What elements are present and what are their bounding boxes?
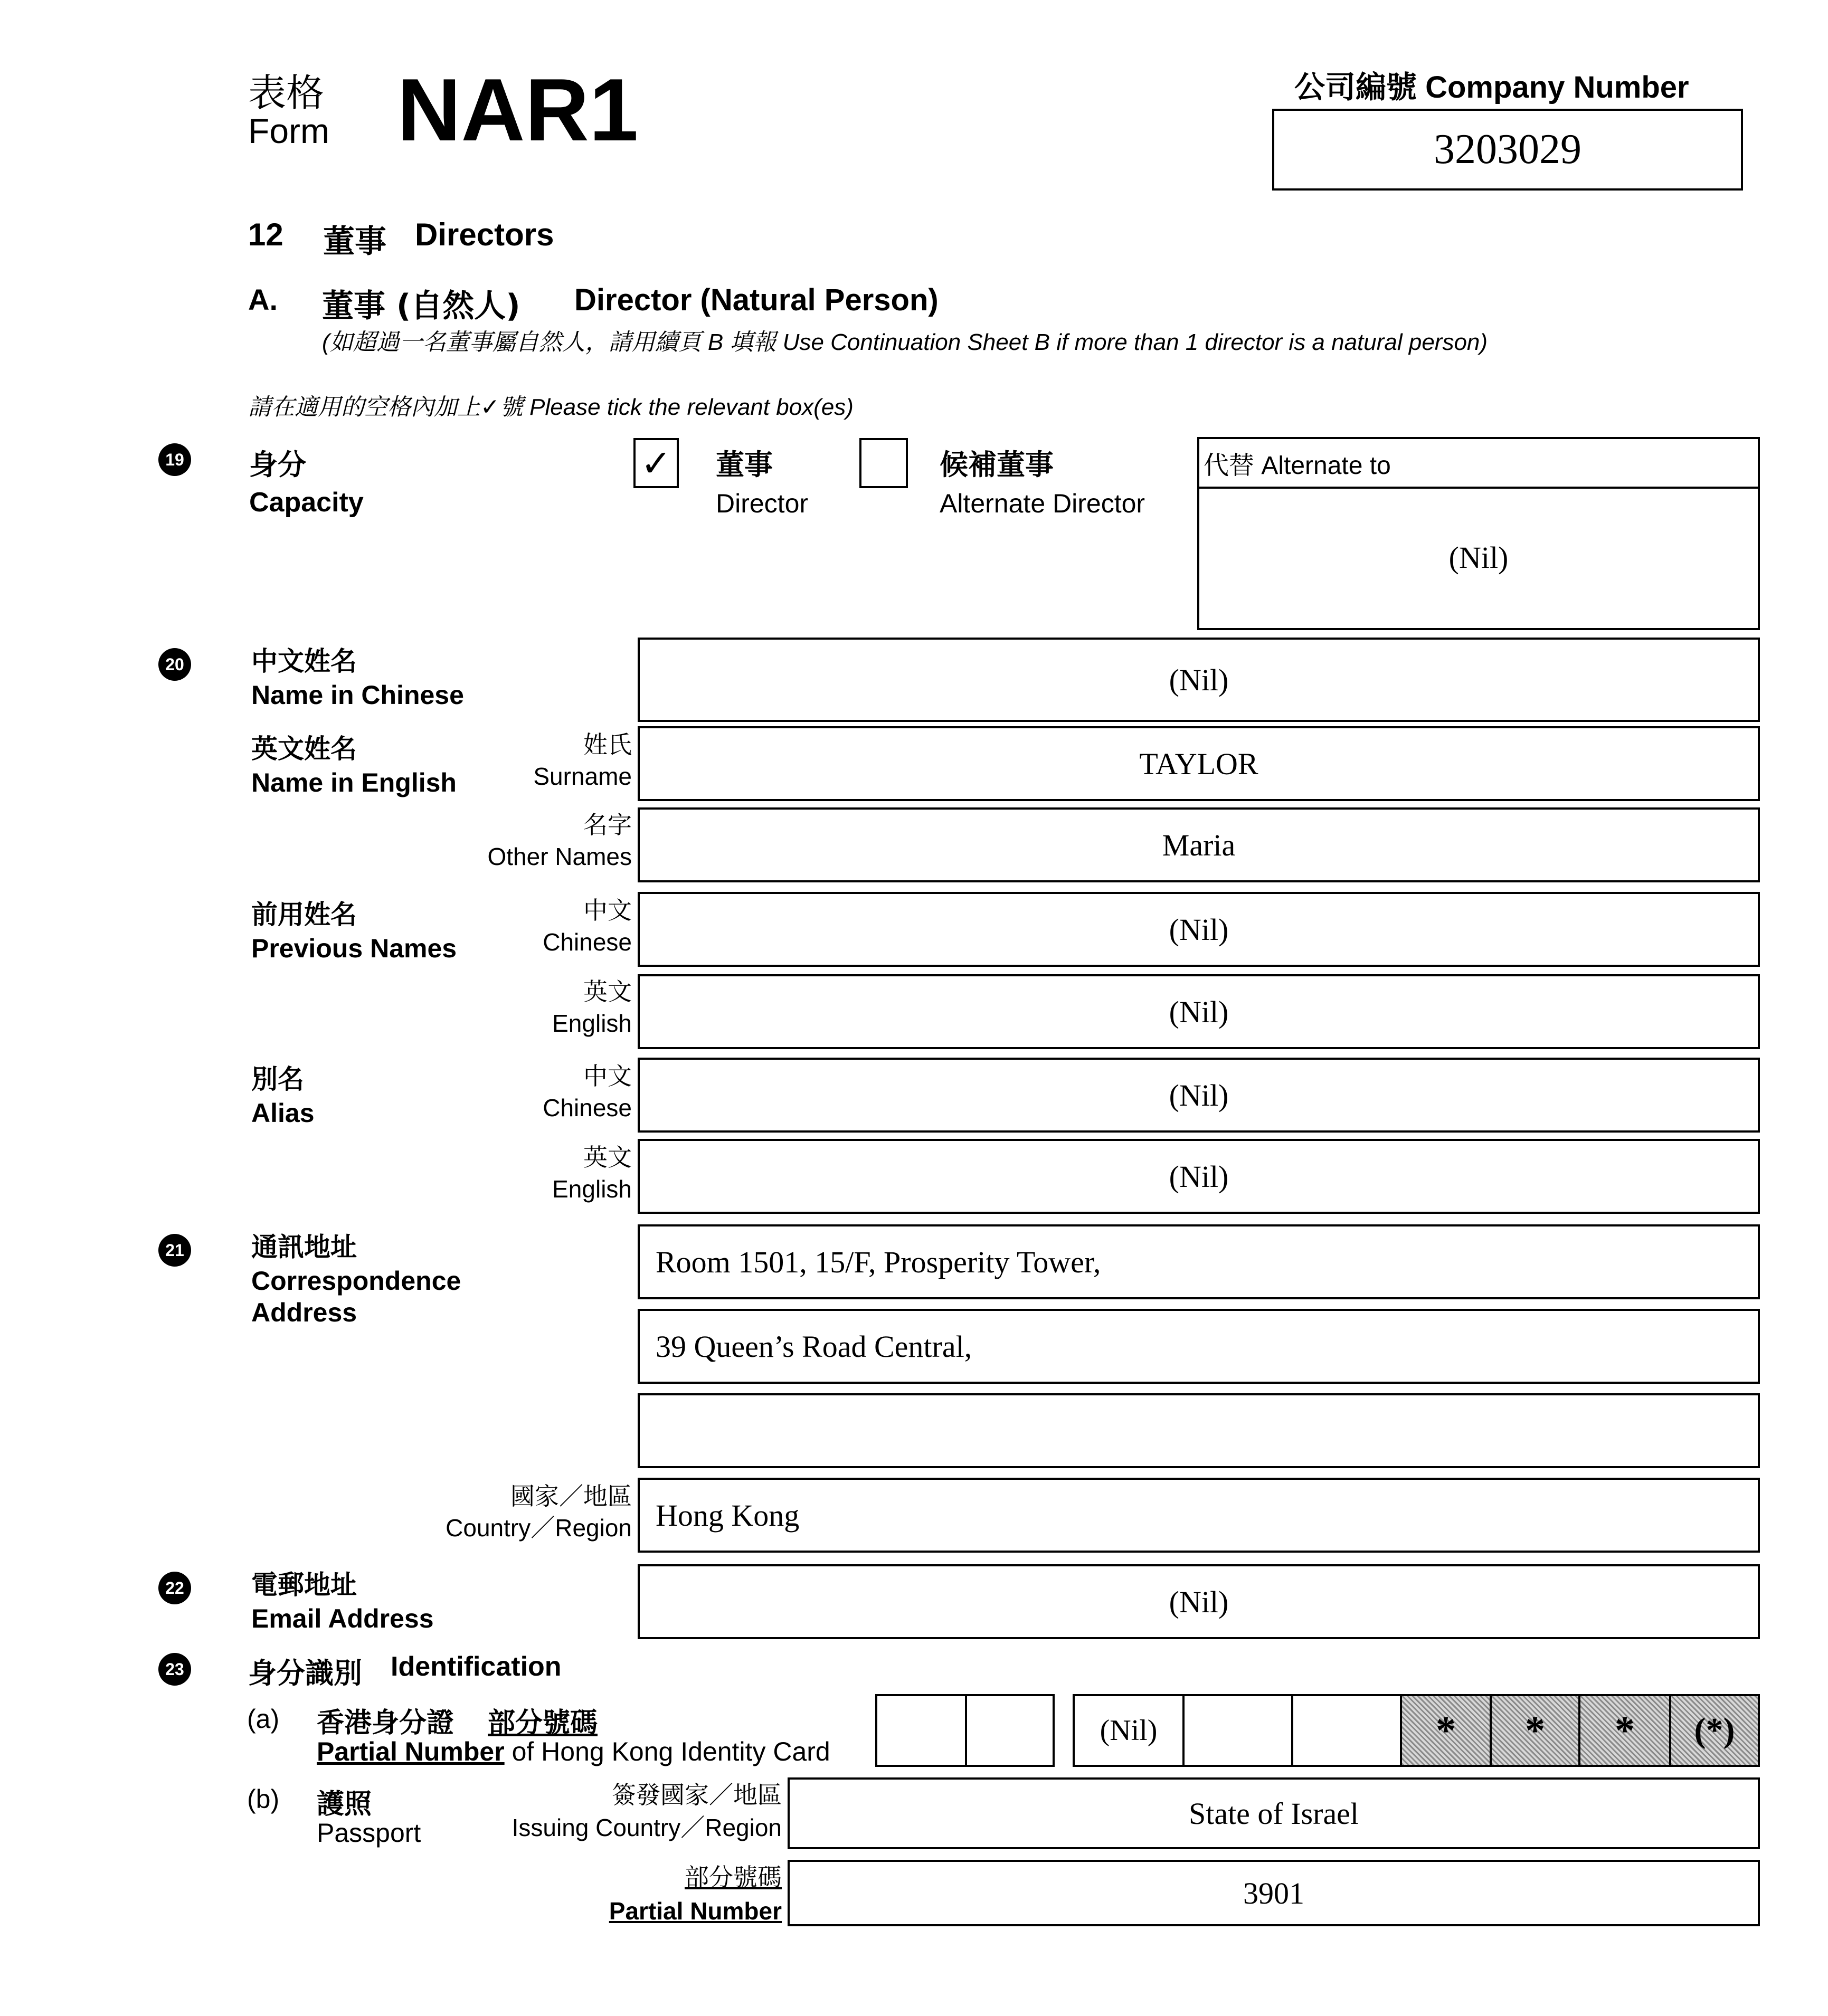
english-name-label-en: Name in English (251, 768, 457, 797)
passport-letter: (b) (247, 1784, 280, 1814)
country-field[interactable] (638, 1478, 1760, 1553)
check-mark-icon: ✓ (640, 442, 672, 484)
hkid-digit-cell-1[interactable]: (Nil) (1073, 1694, 1185, 1767)
company-number-label: 公司編號 Company Number (1294, 70, 1689, 104)
english-name-label-cn: 英文姓名 (251, 734, 357, 764)
previous-english-name-value: (Nil) (1169, 994, 1229, 1029)
company-number-value: 3203029 (1434, 126, 1581, 173)
other-names-value: Maria (1162, 828, 1236, 862)
previous-names-label-cn: 前用姓名 (251, 899, 357, 930)
hkid-masked-cell-2: * (1490, 1694, 1580, 1767)
issuing-country-label-cn: 簽發國家／地區 (612, 1781, 782, 1809)
passport-label-cn: 護照 (317, 1789, 372, 1820)
hkid-label-en (317, 1736, 830, 1767)
address-line-2-field[interactable] (638, 1309, 1760, 1384)
hkid-number-group (1073, 1694, 1760, 1767)
surname-label-cn: 姓氏 (583, 731, 632, 758)
hkid-masked-check-digit: (*) (1669, 1694, 1760, 1767)
item-number-badge: 19 (158, 443, 191, 476)
address-line-2-value: 39 Queen’s Road Central, (656, 1329, 972, 1364)
alternate-director-checkbox[interactable] (859, 438, 908, 488)
director-label-cn: 董事 (716, 448, 773, 481)
passport-partial-number-label-cn: 部分號碼 (685, 1863, 782, 1891)
previous-english-label-en: English (552, 1010, 632, 1037)
address-line-1-field[interactable] (638, 1224, 1760, 1299)
director-label-en: Director (716, 489, 809, 518)
item-number-badge: 23 (158, 1653, 191, 1686)
subsection-note: (如超過一名董事屬自然人，請用續頁 B 填報 Use Continuation Sheet B if more than 1 director is a natural person) (322, 329, 1488, 355)
other-names-field[interactable] (638, 807, 1760, 882)
tick-instruction: 請在適用的空格內加上✓號 Please tick the relevant box(es) (248, 394, 854, 420)
hkid-letter: (a) (247, 1704, 280, 1734)
country-label-cn: 國家／地區 (510, 1482, 632, 1510)
passport-partial-number-value: 3901 (1243, 1876, 1304, 1910)
hkid-label-en-rest: of Hong Kong Identity Card (504, 1737, 830, 1766)
section-title-cn: 董事 (323, 223, 386, 260)
issuing-country-value: State of Israel (1188, 1796, 1359, 1831)
alternate-director-label-cn: 候補董事 (940, 448, 1054, 481)
alternate-to-value: (Nil) (1448, 540, 1509, 575)
passport-partial-number-field[interactable] (788, 1860, 1760, 1926)
item-number-badge: 22 (158, 1572, 191, 1604)
email-label-en: Email Address (251, 1604, 434, 1633)
company-number-field[interactable] (1272, 109, 1743, 191)
alias-chinese-field[interactable] (638, 1058, 1760, 1133)
issuing-country-label-en: Issuing Country／Region (512, 1814, 782, 1841)
passport-label-en: Passport (317, 1818, 421, 1848)
previous-chinese-label-cn: 中文 (583, 897, 632, 924)
hkid-prefix-cell-1[interactable] (875, 1694, 967, 1767)
previous-chinese-name-value: (Nil) (1169, 912, 1229, 947)
item-number-badge: 21 (158, 1234, 191, 1267)
country-label-en: Country／Region (446, 1514, 632, 1542)
surname-value: TAYLOR (1139, 746, 1258, 781)
capacity-label-en: Capacity (249, 487, 364, 518)
identification-label-en: Identification (391, 1651, 562, 1682)
alternate-director-label-en: Alternate Director (940, 489, 1145, 518)
country-value: Hong Kong (656, 1498, 800, 1533)
subsection-title-cn: 董事 (自然人) (322, 288, 520, 325)
capacity-label-cn: 身分 (249, 448, 306, 481)
form-label-cn: 表格 (248, 71, 325, 115)
hkid-masked-cell-1: * (1400, 1694, 1492, 1767)
director-checkbox[interactable] (633, 438, 679, 488)
hkid-prefix-group (875, 1694, 1055, 1767)
alias-chinese-label-cn: 中文 (583, 1062, 632, 1090)
other-names-label-cn: 名字 (583, 811, 632, 839)
chinese-name-label-cn: 中文姓名 (251, 646, 357, 677)
alternate-to-box[interactable] (1197, 437, 1760, 630)
alias-english-label-cn: 英文 (583, 1144, 632, 1171)
hkid-digit-cell-3[interactable] (1291, 1694, 1402, 1767)
form-label-en: Form (248, 111, 329, 150)
section-title-en: Directors (415, 217, 554, 252)
previous-english-name-field[interactable] (638, 974, 1760, 1049)
hkid-label-en-partial: Partial Number (317, 1737, 505, 1766)
issuing-country-field[interactable] (788, 1777, 1760, 1849)
address-line-3-field[interactable] (638, 1393, 1760, 1468)
email-value: (Nil) (1169, 1584, 1229, 1619)
alias-chinese-label-en: Chinese (543, 1094, 632, 1121)
hkid-label-cn-1: 香港身分證 (317, 1707, 454, 1739)
address-label-cn: 通訊地址 (251, 1232, 357, 1262)
item-number-badge: 20 (158, 648, 191, 681)
email-field[interactable] (638, 1564, 1760, 1639)
hkid-prefix-cell-2[interactable] (965, 1694, 1055, 1767)
email-label-cn: 電郵地址 (251, 1570, 357, 1600)
passport-partial-number-label-en: Partial Number (609, 1897, 782, 1925)
other-names-label-en: Other Names (487, 843, 632, 870)
chinese-name-label-en: Name in Chinese (251, 680, 464, 710)
section-number: 12 (248, 217, 283, 252)
hkid-masked-cell-3: * (1578, 1694, 1671, 1767)
previous-names-label-en: Previous Names (251, 934, 457, 963)
subsection-title-en: Director (Natural Person) (574, 283, 939, 317)
previous-chinese-label-en: Chinese (543, 928, 632, 956)
alias-english-value: (Nil) (1169, 1159, 1229, 1194)
previous-chinese-name-field[interactable] (638, 892, 1760, 967)
alias-chinese-value: (Nil) (1169, 1078, 1229, 1112)
chinese-name-field[interactable] (638, 638, 1760, 722)
form-code: NAR1 (397, 60, 639, 159)
surname-label-en: Surname (533, 763, 632, 790)
identification-label-cn: 身分識別 (248, 1657, 362, 1690)
address-label-en-1: Correspondence (251, 1266, 461, 1296)
address-line-1-value: Room 1501, 15/F, Prosperity Tower, (656, 1244, 1101, 1279)
alias-label-en: Alias (251, 1098, 315, 1128)
previous-english-label-cn: 英文 (583, 978, 632, 1005)
hkid-label-cn-2: 部分號碼 (488, 1707, 598, 1739)
alias-english-label-en: English (552, 1175, 632, 1203)
alias-english-field[interactable] (638, 1139, 1760, 1214)
subsection-letter: A. (248, 283, 278, 316)
alias-label-cn: 別名 (251, 1064, 304, 1095)
alternate-to-label: 代替 Alternate to (1199, 439, 1758, 489)
hkid-digit-cell-2[interactable] (1182, 1694, 1293, 1767)
address-label-en-2: Address (251, 1298, 357, 1327)
surname-field[interactable] (638, 726, 1760, 801)
chinese-name-value: (Nil) (1169, 662, 1229, 697)
